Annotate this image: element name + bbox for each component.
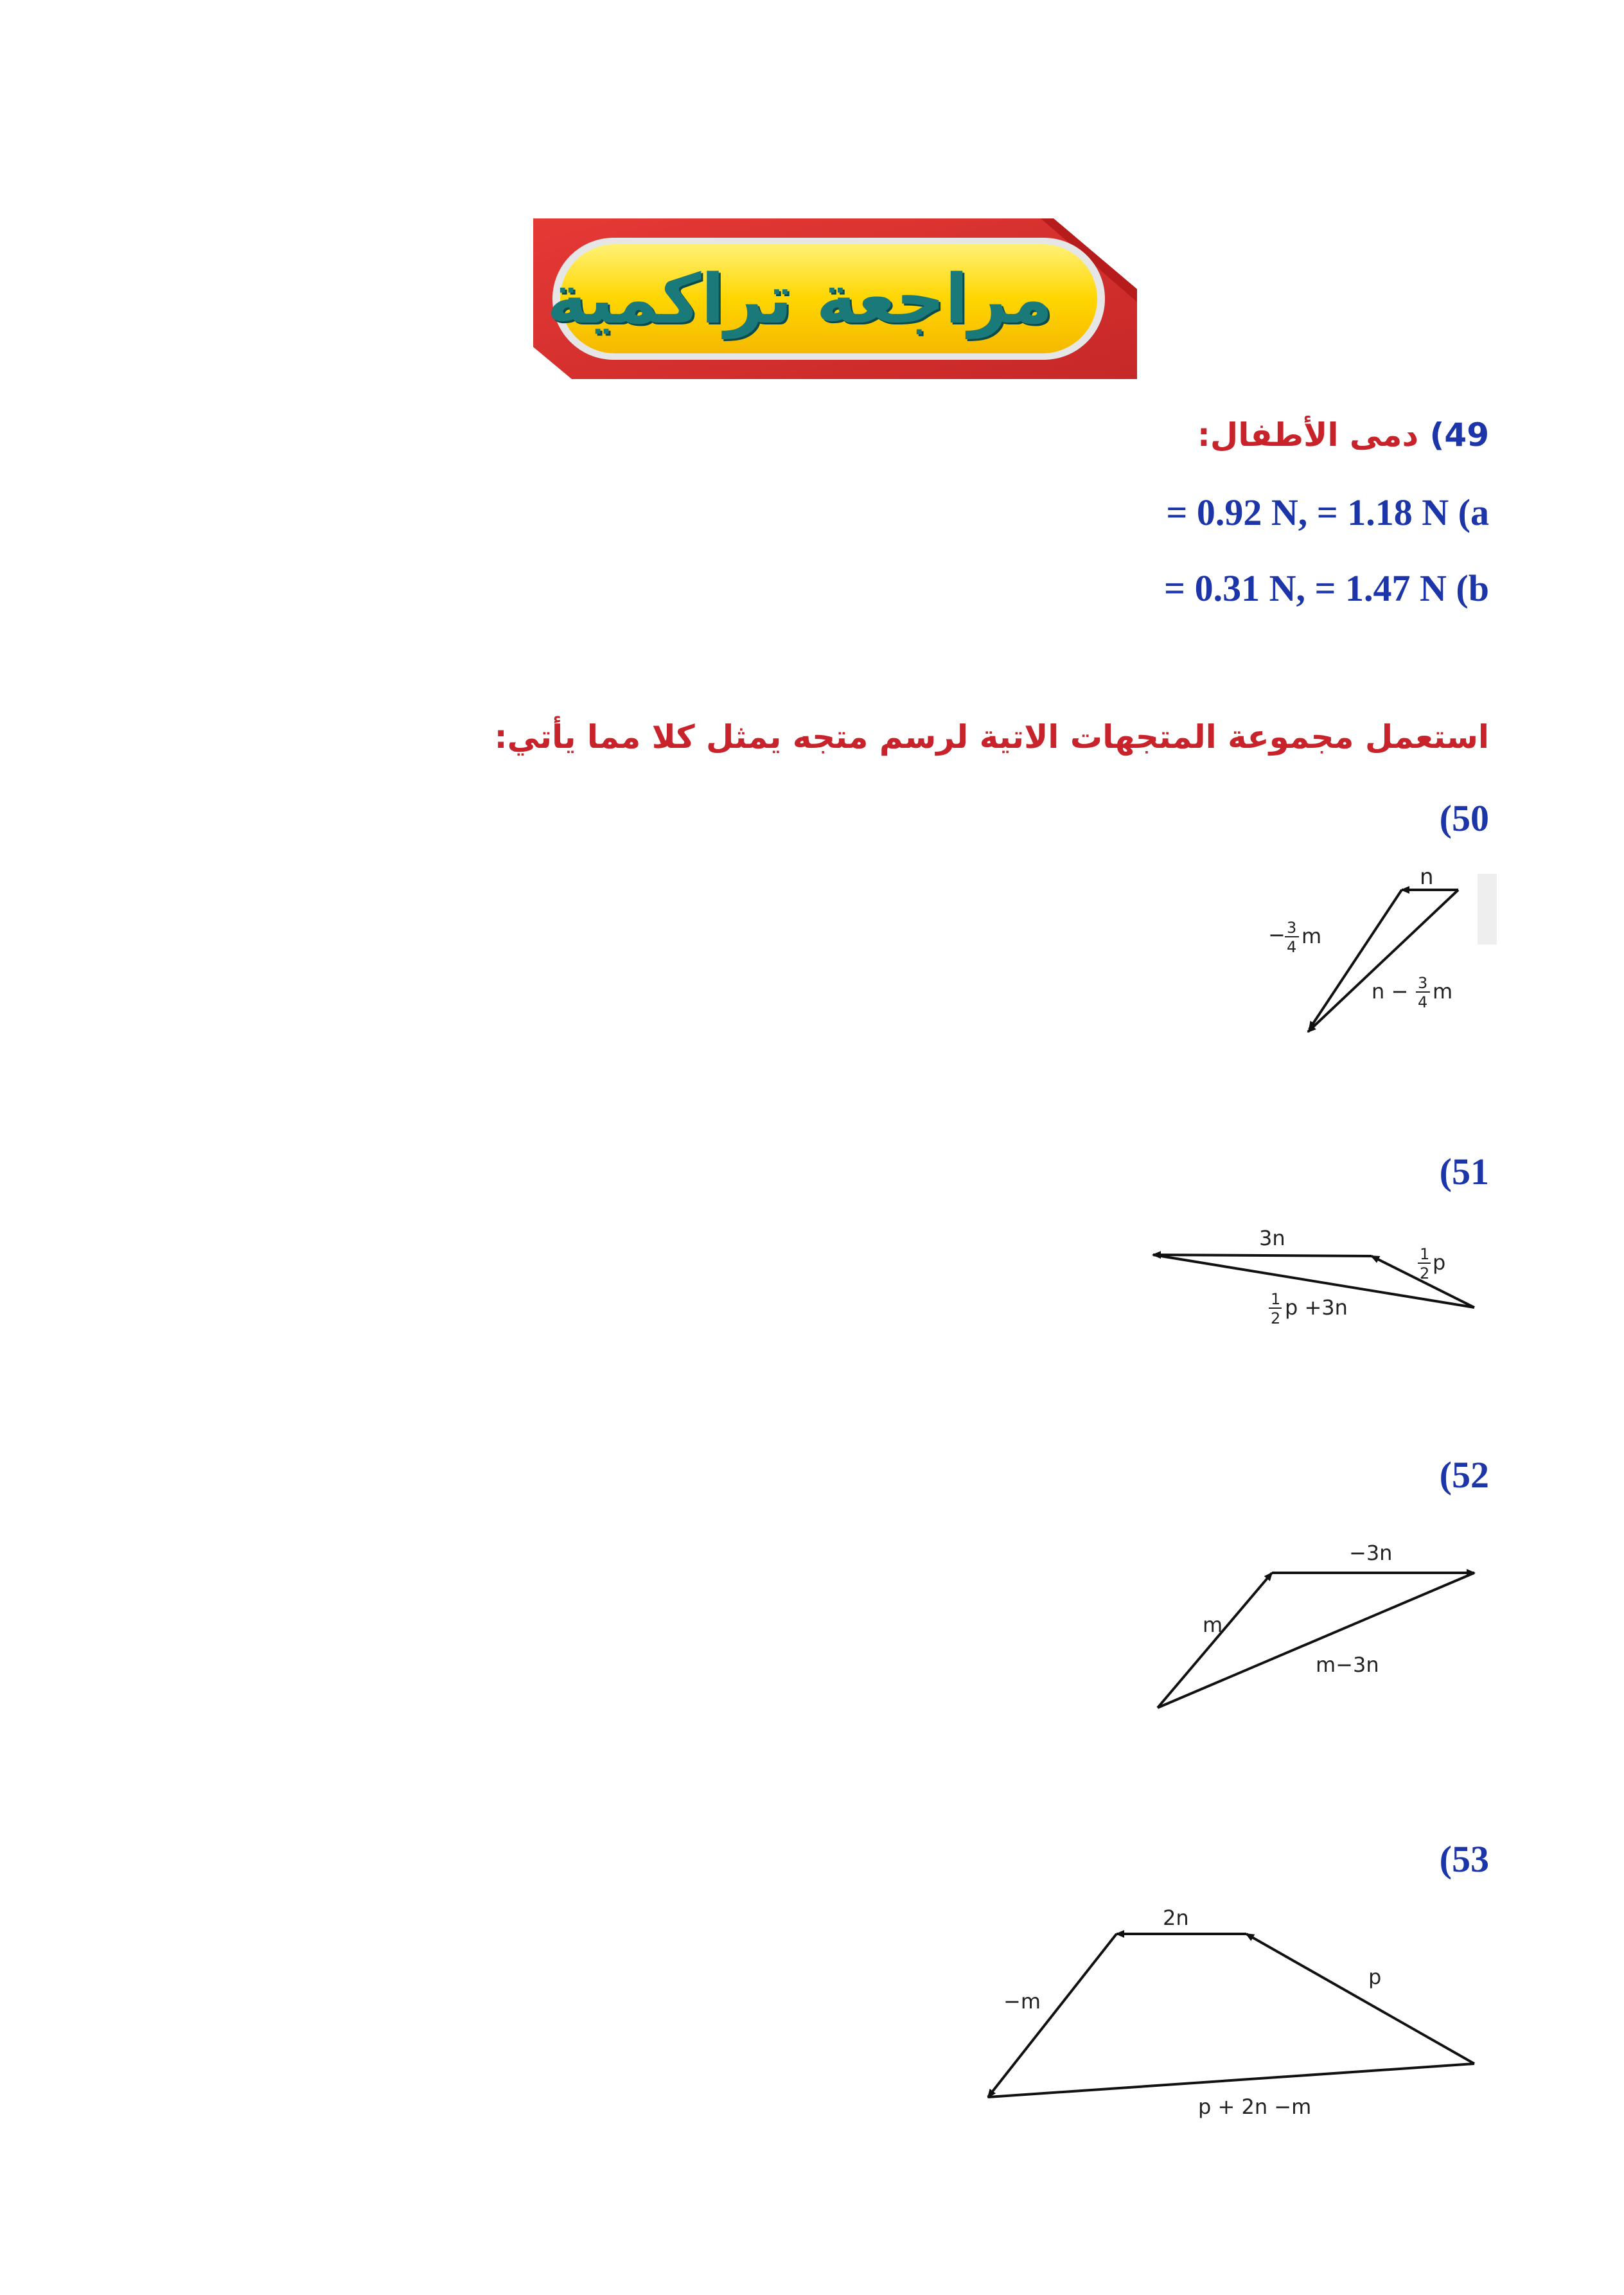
label-neg-m: −m [1003, 1989, 1041, 2014]
section-banner [533, 212, 1150, 385]
label-result-half-num: 1 [1271, 1290, 1281, 1308]
vector-p [1246, 1934, 1474, 2064]
label-result-51: p +3n [1285, 1295, 1348, 1320]
q49-answer-b: = 0.31 N, = 1.47 N (b [1164, 567, 1489, 609]
vector-diagram-51 [1143, 1208, 1503, 1336]
label-m-52: m [1203, 1613, 1223, 1637]
label-p: p [1433, 1250, 1446, 1275]
label-neg-3n: −3n [1349, 1541, 1393, 1565]
q49-answer-a: = 0.92 N, = 1.18 N (a [1166, 492, 1489, 533]
label-neg-sign: − [1268, 923, 1285, 947]
instruction-text: استعمل مجموعة المتجهات الاتية لرسم متجه يمثل كلا مما يأتي: [494, 718, 1489, 756]
problem-52-number: (52 [1439, 1454, 1489, 1496]
problem-53-number: (53 [1439, 1838, 1489, 1880]
vector-m [1158, 1573, 1272, 1708]
q49-number: 49) [1429, 416, 1489, 454]
label-half-num: 1 [1420, 1245, 1430, 1263]
label-result-53: p + 2n −m [1198, 2095, 1312, 2119]
banner-title: مراجعة تراكمية [547, 259, 1053, 339]
vector-diagram-53 [976, 1895, 1503, 2140]
label-result-half-den: 2 [1271, 1309, 1281, 1327]
vector-neg-three-quarter-m [1309, 890, 1402, 1029]
label-m: m [1302, 924, 1322, 948]
q49-heading [1197, 416, 1489, 454]
label-frac-den: 4 [1287, 938, 1297, 956]
label-result-m: m [1433, 979, 1453, 1004]
label-half-den: 2 [1420, 1264, 1430, 1282]
problem-50-number: (50 [1439, 797, 1489, 839]
label-frac-num: 3 [1287, 919, 1297, 937]
scan-artifact [1478, 874, 1497, 944]
label-result-frac-den: 4 [1418, 993, 1428, 1011]
q49-title: دمى الأطفال: [1197, 416, 1419, 454]
label-result-50: n − [1372, 979, 1409, 1004]
label-result-52: m−3n [1316, 1653, 1379, 1677]
vector-3n [1153, 1255, 1372, 1256]
vector-resultant-52 [1158, 1573, 1474, 1708]
label-2n: 2n [1163, 1906, 1189, 1930]
problem-51-number: (51 [1439, 1151, 1489, 1192]
label-result-frac-num: 3 [1418, 974, 1428, 992]
label-n: n [1420, 864, 1434, 890]
vector-neg-m [988, 1934, 1116, 2097]
vector-diagram-50 [1259, 861, 1497, 1054]
vector-diagram-52 [1143, 1510, 1503, 1728]
vector-resultant-53 [988, 2064, 1474, 2097]
label-3n: 3n [1259, 1226, 1285, 1250]
vector-resultant-50 [1308, 890, 1458, 1032]
label-p-53: p [1368, 1965, 1382, 1989]
